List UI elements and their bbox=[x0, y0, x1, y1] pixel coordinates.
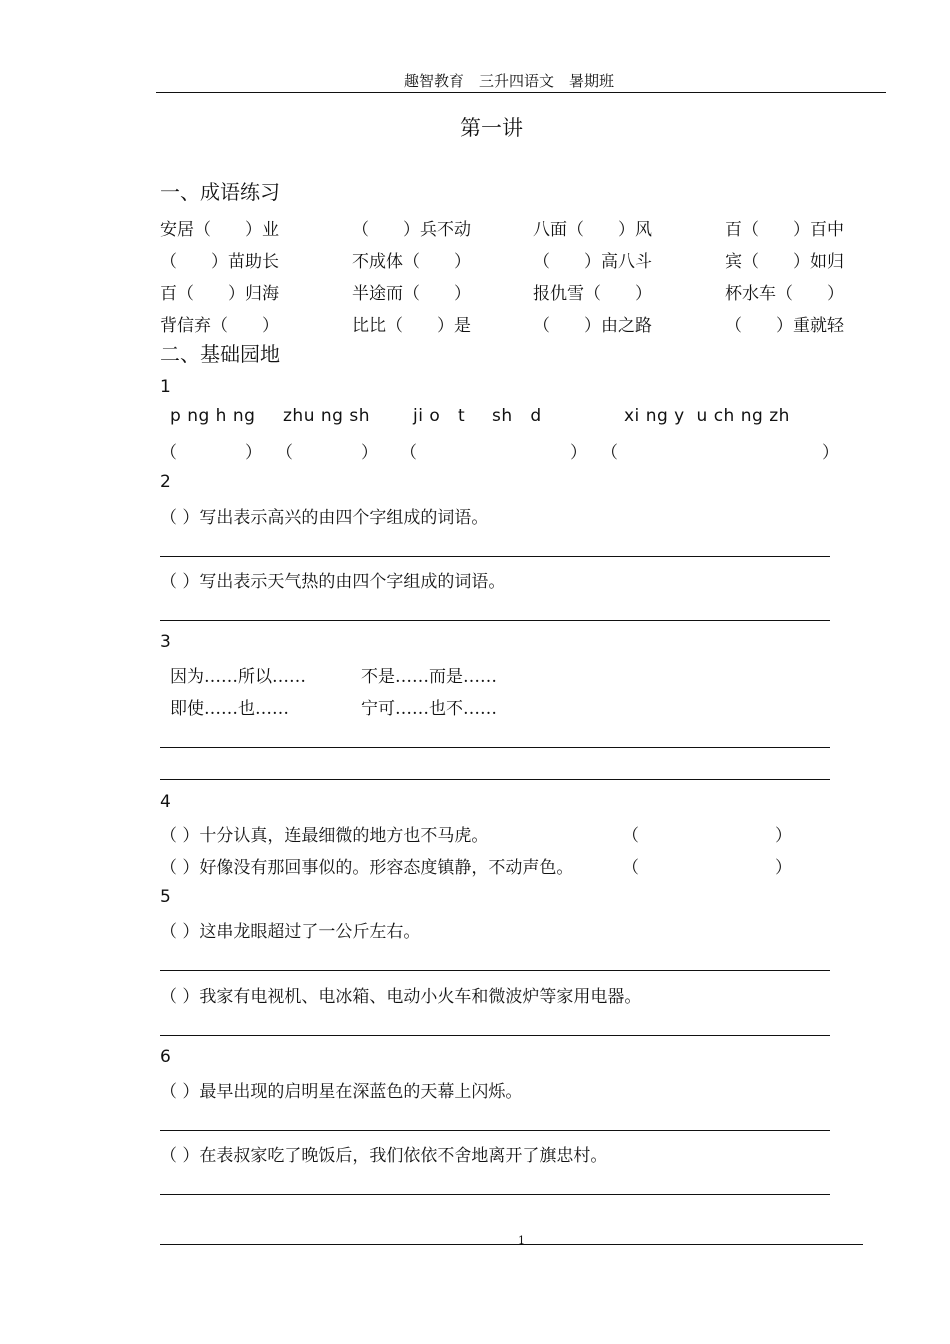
idiom-item: 宾（ ）如归 bbox=[725, 252, 844, 272]
pinyin-item: sh d bbox=[492, 406, 542, 426]
idiom-item: 百（ ）归海 bbox=[160, 284, 279, 304]
answer-line[interactable] bbox=[160, 620, 830, 621]
idiom-item: （ ）苗助长 bbox=[160, 252, 279, 272]
section2-title: 二、基础园地 bbox=[160, 342, 280, 366]
question-text: （ ）最早出现的启明星在深蓝色的天幕上闪烁。 bbox=[160, 1082, 523, 1102]
question-number: 5 bbox=[160, 887, 171, 907]
answer-line[interactable] bbox=[160, 1130, 830, 1131]
conjunction-pair: 宁可……也不…… bbox=[361, 699, 497, 719]
question-text: （ ）写出表示天气热的由四个字组成的词语。 bbox=[160, 572, 506, 592]
pinyin-item: p ng h ng bbox=[170, 406, 256, 426]
question-text: （ ）好像没有那回事似的。形容态度镇静，不动声色。 bbox=[160, 858, 574, 878]
pinyin-item: zhu ng sh bbox=[283, 406, 370, 426]
question-number: 6 bbox=[160, 1047, 171, 1067]
conjunction-pair: 不是……而是…… bbox=[361, 667, 497, 687]
question-text: （ ）写出表示高兴的由四个字组成的词语。 bbox=[160, 508, 489, 528]
idiom-item: 报仇雪（ ） bbox=[533, 284, 652, 304]
header-rule bbox=[156, 92, 886, 93]
idiom-item: 比比（ ）是 bbox=[352, 316, 471, 336]
question-number: 4 bbox=[160, 792, 171, 812]
answer-line[interactable] bbox=[160, 1194, 830, 1195]
pinyin-item: ji o t bbox=[413, 406, 466, 426]
question-text: （ ）在表叔家吃了晚饭后，我们依依不舍地离开了旗忠村。 bbox=[160, 1146, 608, 1166]
idiom-item: 半途而（ ） bbox=[352, 284, 471, 304]
idiom-item: 百（ ）百中 bbox=[725, 220, 844, 240]
header-text: 趣智教育 三升四语文 暑期班 bbox=[404, 72, 615, 90]
idiom-item: （ ）高八斗 bbox=[533, 252, 652, 272]
idiom-item: （ ）重就轻 bbox=[725, 316, 844, 336]
answer-line[interactable] bbox=[160, 1035, 830, 1036]
answer-line[interactable] bbox=[160, 779, 830, 780]
answer-line[interactable] bbox=[160, 747, 830, 748]
conjunction-pair: 即使……也…… bbox=[170, 699, 289, 719]
lecture-title: 第一讲 bbox=[460, 116, 523, 140]
section1-title: 一、成语练习 bbox=[160, 180, 280, 204]
idiom-item: 安居（ ）业 bbox=[160, 220, 279, 240]
answer-line[interactable] bbox=[160, 970, 830, 971]
answer-blank[interactable]: （ ） bbox=[400, 443, 587, 463]
pinyin-item: xi ng y u ch ng zh bbox=[624, 406, 790, 426]
question-text: （ ）十分认真，连最细微的地方也不马虎。 bbox=[160, 826, 489, 846]
idiom-item: （ ）兵不动 bbox=[352, 220, 471, 240]
footer-rule bbox=[160, 1244, 863, 1245]
idiom-item: （ ）由之路 bbox=[533, 316, 652, 336]
answer-blank[interactable]: （ ） bbox=[622, 826, 792, 846]
answer-blank[interactable]: （ ） bbox=[601, 443, 839, 463]
page-number: 1 bbox=[518, 1234, 525, 1247]
question-text: （ ）我家有电视机、电冰箱、电动小火车和微波炉等家用电器。 bbox=[160, 987, 642, 1007]
idiom-item: 杯水车（ ） bbox=[725, 284, 844, 304]
answer-blank[interactable]: （ ） bbox=[622, 858, 792, 878]
answer-blank[interactable]: （ ） bbox=[276, 443, 378, 463]
conjunction-pair: 因为……所以…… bbox=[170, 667, 306, 687]
idiom-item: 不成体（ ） bbox=[352, 252, 471, 272]
question-number: 3 bbox=[160, 632, 171, 652]
question-number: 2 bbox=[160, 472, 171, 492]
answer-line[interactable] bbox=[160, 556, 830, 557]
answer-blank[interactable]: （ ） bbox=[160, 443, 262, 463]
question-number: 1 bbox=[160, 377, 171, 397]
idiom-item: 背信弃（ ） bbox=[160, 316, 279, 336]
question-text: （ ）这串龙眼超过了一公斤左右。 bbox=[160, 922, 421, 942]
idiom-item: 八面（ ）风 bbox=[533, 220, 652, 240]
